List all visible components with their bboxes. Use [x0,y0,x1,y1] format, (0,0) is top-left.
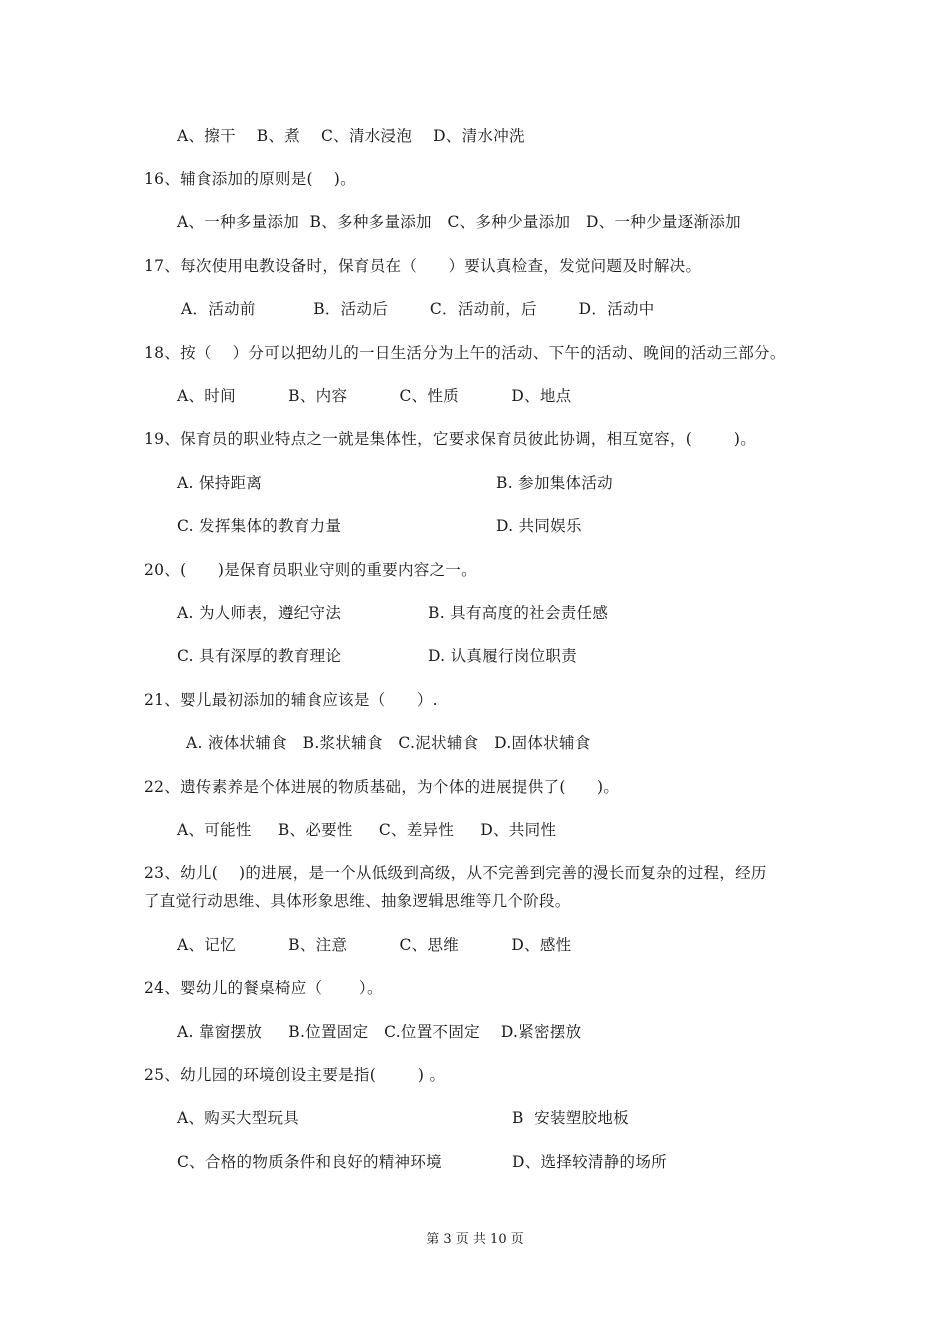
question-text-13-0: 21、婴儿最初添加的辅食应该是（ ）. [144,691,438,709]
question-text-10-0: 20、( )是保育员职业守则的重要内容之一。 [144,561,477,579]
answer-option-9-0: C. 发挥集体的教育力量 [177,517,342,535]
answer-option-4-0: A．活动前 B．活动后 C．活动前，后 D．活动中 [181,300,655,318]
answer-option-6-0: A、时间 B、内容 C、性质 D、地点 [177,387,572,405]
answer-option-23-1: B 安装塑胶地板 [512,1109,629,1127]
answer-option-2-0: A、一种多量添加 B、多种多量添加 C、多种少量添加 D、一种少量逐渐添加 [177,213,741,231]
question-text-20-0: 24、婴幼儿的餐桌椅应（ ）。 [144,979,383,997]
answer-option-11-1: B. 具有高度的社会责任感 [428,604,609,622]
question-text-22-0: 25、幼儿园的环境创设主要是指( ) 。 [144,1066,446,1084]
answer-option-16-0: A、可能性 B、必要性 C、差异性 D、共同性 [177,821,557,839]
answer-option-8-1: B. 参加集体活动 [496,474,613,492]
answer-option-9-1: D. 共同娱乐 [496,517,582,535]
question-text-3-0: 17、每次使用电教设备时，保育员在（ ）要认真检查，发觉问题及时解决。 [144,257,702,275]
answer-option-14-0: A. 液体状辅食 B.浆状辅食 C.泥状辅食 D.固体状辅食 [186,734,591,752]
question-text-1-0: 16、辅食添加的原则是( )。 [144,170,356,188]
answer-option-12-1: D. 认真履行岗位职责 [428,647,578,665]
question-text-17-0: 23、幼儿( )的进展，是一个从低级到高级，从不完善到完善的漫长而复杂的过程，经历 [144,864,767,882]
question-text-5-0: 18、按（ ）分可以把幼儿的一日生活分为上午的活动、下午的活动、晚间的活动三部分。 [144,344,786,362]
answer-option-24-0: C、合格的物质条件和良好的精神环境 [177,1153,442,1171]
answer-option-12-0: C. 具有深厚的教育理论 [177,647,342,665]
answer-option-23-0: A、购买大型玩具 [177,1109,300,1127]
question-text-7-0: 19、保育员的职业特点之一就是集体性，它要求保育员彼此协调，相互宽容，( )。 [144,430,757,448]
question-text-15-0: 22、遗传素养是个体进展的物质基础，为个体的进展提供了( )。 [144,778,620,796]
answer-option-8-0: A. 保持距离 [177,474,263,492]
page-footer: 第 3 页 共 10 页 [426,1232,524,1247]
answer-option-24-1: D、选择较清静的场所 [512,1153,667,1171]
answer-option-21-0: A. 靠窗摆放 B.位置固定 C.位置不固定 D.紧密摆放 [177,1023,582,1041]
answer-option-19-0: A、记忆 B、注意 C、思维 D、感性 [177,936,572,954]
question-text-18-0: 了直觉行动思维、具体形象思维、抽象逻辑思维等几个阶段。 [144,892,571,910]
answer-option-11-0: A. 为人师表，遵纪守法 [177,604,342,622]
answer-option-0-0: A、擦干 B、煮 C、清水浸泡 D、清水冲洗 [177,127,525,145]
